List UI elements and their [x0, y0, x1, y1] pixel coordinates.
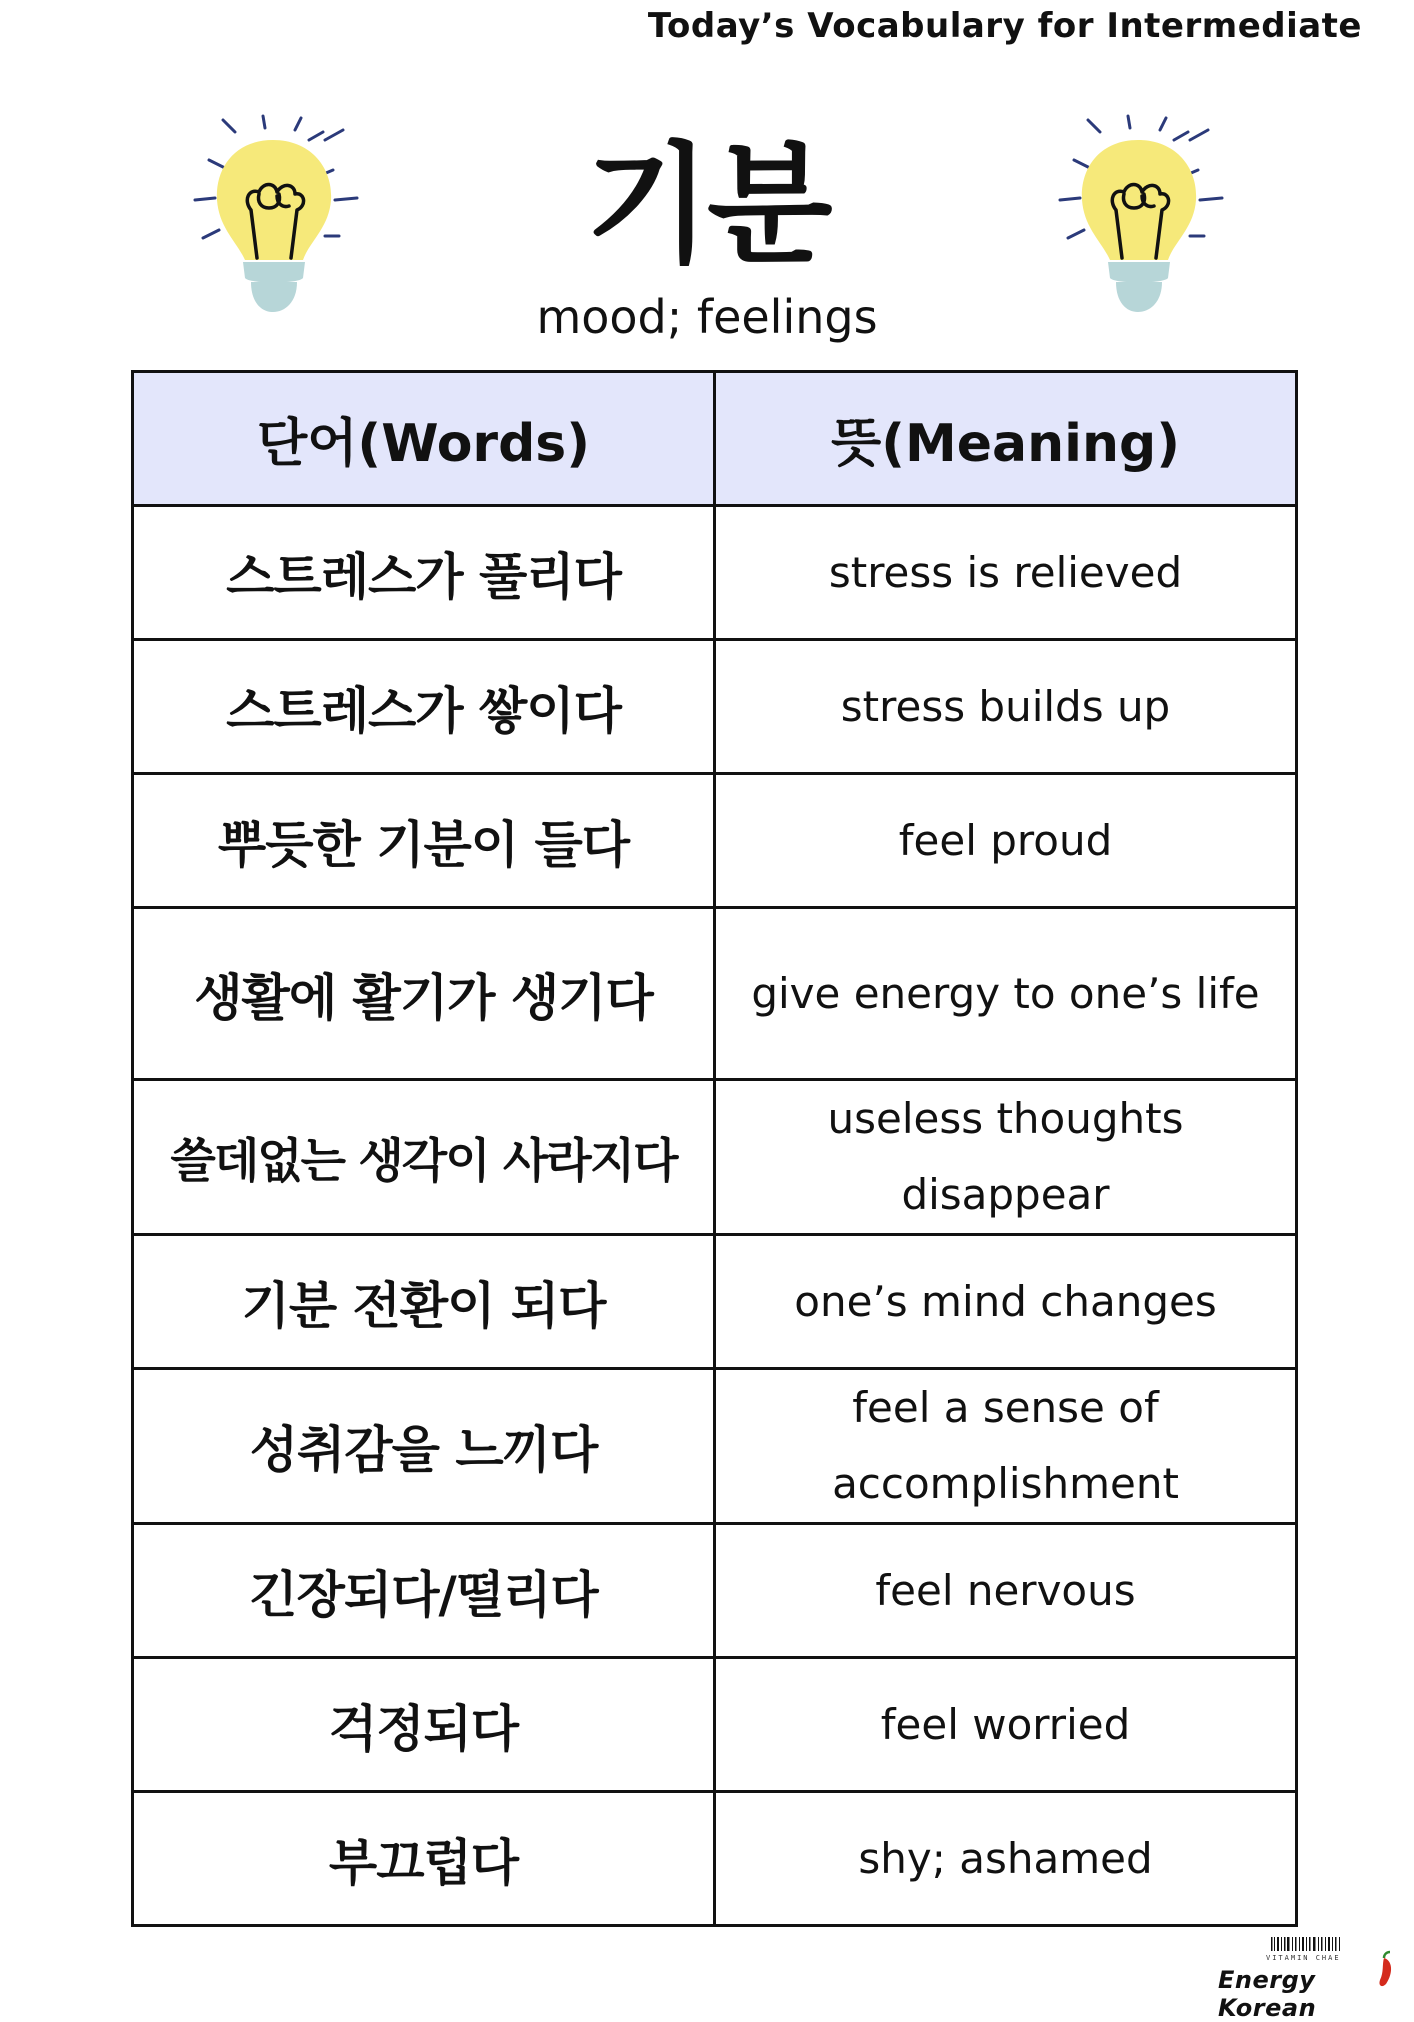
word-cell: 부끄럽다: [133, 1792, 715, 1926]
word-cell: 스트레스가 풀리다: [133, 506, 715, 640]
meaning-cell: feel worried: [715, 1658, 1297, 1792]
word-cell: 긴장되다/떨리다: [133, 1524, 715, 1658]
table-row: [133, 640, 1297, 774]
table-row: [133, 1080, 1297, 1235]
vocabulary-caption: Today’s Vocabulary for Intermediate: [647, 6, 1362, 46]
word-cell: 뿌듯한 기분이 들다: [133, 774, 715, 908]
table-row: [133, 908, 1297, 1080]
meaning-cell: one’s mind changes: [715, 1235, 1297, 1369]
page-subtitle: mood; feelings: [536, 290, 878, 344]
table-row: [133, 1658, 1297, 1792]
table-row: [133, 1792, 1297, 1926]
table-row: [133, 1524, 1297, 1658]
table-row: [133, 1369, 1297, 1524]
vocabulary-table: [131, 370, 1298, 1927]
meaning-cell: feel a sense of accomplishment: [715, 1369, 1297, 1524]
logo-small-text: VITAMIN CHAE: [1266, 1954, 1341, 1962]
column-header-meaning: 뜻(Meaning): [715, 372, 1297, 506]
table-header-row: [133, 372, 1297, 506]
meaning-cell: feel nervous: [715, 1524, 1297, 1658]
meaning-cell: stress is relieved: [715, 506, 1297, 640]
word-cell: 기분 전환이 되다: [133, 1235, 715, 1369]
table-row: [133, 774, 1297, 908]
word-cell: 걱정되다: [133, 1658, 715, 1792]
meaning-cell: stress builds up: [715, 640, 1297, 774]
page-title: 기분: [585, 129, 829, 281]
table-row: [133, 506, 1297, 640]
word-cell: 스트레스가 쌓이다: [133, 640, 715, 774]
meaning-cell: shy; ashamed: [715, 1792, 1297, 1926]
word-cell: 생활에 활기가 생기다: [133, 908, 715, 1080]
meaning-cell: useless thoughts disappear: [715, 1080, 1297, 1235]
meaning-cell: feel proud: [715, 774, 1297, 908]
meaning-cell: give energy to one’s life: [715, 908, 1297, 1080]
column-header-words: 단어(Words): [133, 372, 715, 506]
word-cell: 성취감을 느끼다: [133, 1369, 715, 1524]
table-row: [133, 1235, 1297, 1369]
brand-logo-text: Energy Korean: [1218, 1966, 1317, 2022]
word-cell: 쓸데없는 생각이 사라지다: [133, 1080, 715, 1235]
